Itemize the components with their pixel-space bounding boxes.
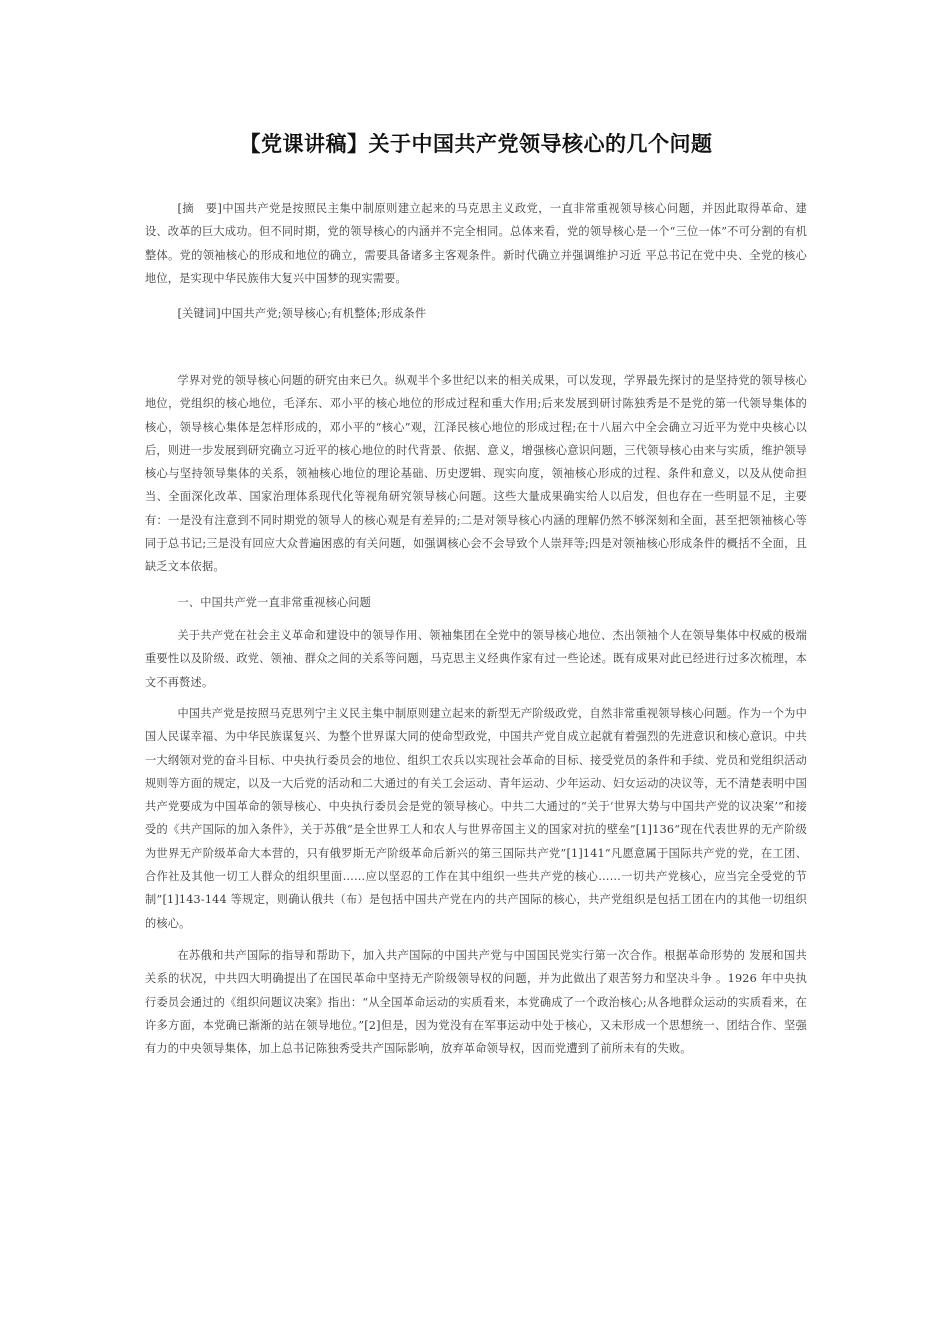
abstract-paragraph: [摘 要]中国共产党是按照民主集中制原则建立起来的马克思主义政党，一直非常重视领导核心问题，并因此取得革命、建设、改革的巨大成功。但不同时期，党的领导核心的内涵并不完全相同。总体来看，党的领导核心是一个“三位一体”不可分割的有机整体。党的领袖核心的形成和地位的确立，需要具备诸多主客观条件。新时代确立并强调维护习近 平总书记在党中央、全党的核心地位，是实现中华民族伟大复兴中国梦的现实需要。: [145, 202, 807, 285]
keywords-paragraph: [关键词]中国共产党;领导核心;有机整体;形成条件: [177, 307, 427, 320]
body-paragraph-1: 关于共产党在社会主义革命和建设中的领导作用、领袖集团在全党中的领导核心地位、杰出领袖个人在领导集体中权威的极端重要性以及阶级、政党、领袖、群众之间的关系等问题，马克思主义经典作家有过一些论述。既有成果对此已经进行过多次梳理，本文不再赘述。: [145, 629, 807, 689]
section-heading-1: 一、中国共产党一直非常重视核心问题: [177, 596, 372, 609]
body-paragraph-2: 中国共产党是按照马克思列宁主义民主集中制原则建立起来的新型无产阶级政党，自然非常重视领导核心问题。作为一个为中国人民谋幸福、为中华民族谋复兴、为整个世界谋大同的使命型政党，中国共产党自成立起就有着强烈的先进意识和核心意识。中共一大纲领对党的奋斗目标、中央执行委员会的地位、组织工农兵以实现社会革命的目标、接受党员的条件和手续、党员和党组织活动规则等方面的规定，以及一大后党的活动和二大通过的有关工会运动、青年运动、少年运动、妇女运动的决议等，无不清楚表明中国共产党要成为中国革命的领导核心、中央执行委员会是党的领导核心。中共二大通过的“关于‘世界大势与中国共产党的议决案’”和接受的《共产国际的加入条件》，关于苏俄“是全世界工人和农人与世界帝国主义的国家对抗的壁垒”[1]136“现在代表世界的无产阶级为世界无产阶级革命大本营的，只有俄罗斯无产阶级革命后新兴的第三国际共产党”[1]141“凡愿意属于国际共产党的党，在工团、合作社及其他一切工人群众的组织里面……应以坚忍的工作在其中组织一些共产党的核心……一切共产党核心，应当完全受党的节制”[1]143-144 等规定，则确认俄共（布）是包括中国共产党在内的共产国际的核心，共产党组织是包括工团在内的其他一切组织的核心。: [145, 707, 807, 930]
body-paragraph-3: 在苏俄和共产国际的指导和帮助下，加入共产国际的中国共产党与中国国民党实行第一次合作。根据革命形势的 发展和国共关系的状况，中共四大明确提出了在国民革命中坚持无产阶级领导权的问题，并为此做出了艰苦努力和坚决斗争 。1926 年中央执行委员会通过的《组织问题议决案》指出：“从全国革命运动的实质看来，本党确成了一个政治核心;从各地群众运动的实质看来，在许多方面，本党确已渐渐的站在领导地位。”[2]但是，因为党没有在军事运动中处于核心，又未形成一个思想统一、团结合作、坚强有力的中央领导集体，加上总书记陈独秀受共产国际影响，放弃革命领导权，因而党遭到了前所未有的失败。: [145, 949, 807, 1056]
intro-paragraph: 学界对党的领导核心问题的研究由来已久。纵观半个多世纪以来的相关成果，可以发现，学界最先探讨的是坚持党的领导核心地位，党组织的核心地位，毛泽东、邓小平的核心地位的形成过程和重大作用;后来发展到研讨陈独秀是不是党的第一代领导集体的核心，领导核心集体是怎样形成的，邓小平的“核心”观，江泽民核心地位的形成过程;在十八届六中全会确立习近平为党中央核心以后，则进一步发展到研究确立习近平的核心地位的时代背景、依据、意义，增强核心意识问题，三代领导核心由来与实质，维护领导核心与坚持领导集体的关系，领袖核心地位的理论基础、历史逻辑、现实向度，领袖核心形成的过程、条件和意义，以及从使命担当、全面深化改革、国家治理体系现代化等视角研究领导核心问题。这些大量成果确实给人以启发，但也存在一些明显不足，主要有：一是没有注意到不同时期党的领导人的核心观是有差异的;二是对领导核心内涵的理解仍然不够深刻和全面，甚至把领袖核心等同于总书记;三是没有回应大众普遍困惑的有关问题，如强调核心会不会导致个人崇拜等;四是对领袖核心形成条件的概括不全面，且缺乏文本依据。: [145, 374, 807, 574]
document-title: 【党课讲稿】关于中国共产党领导核心的几个问题: [239, 132, 713, 156]
